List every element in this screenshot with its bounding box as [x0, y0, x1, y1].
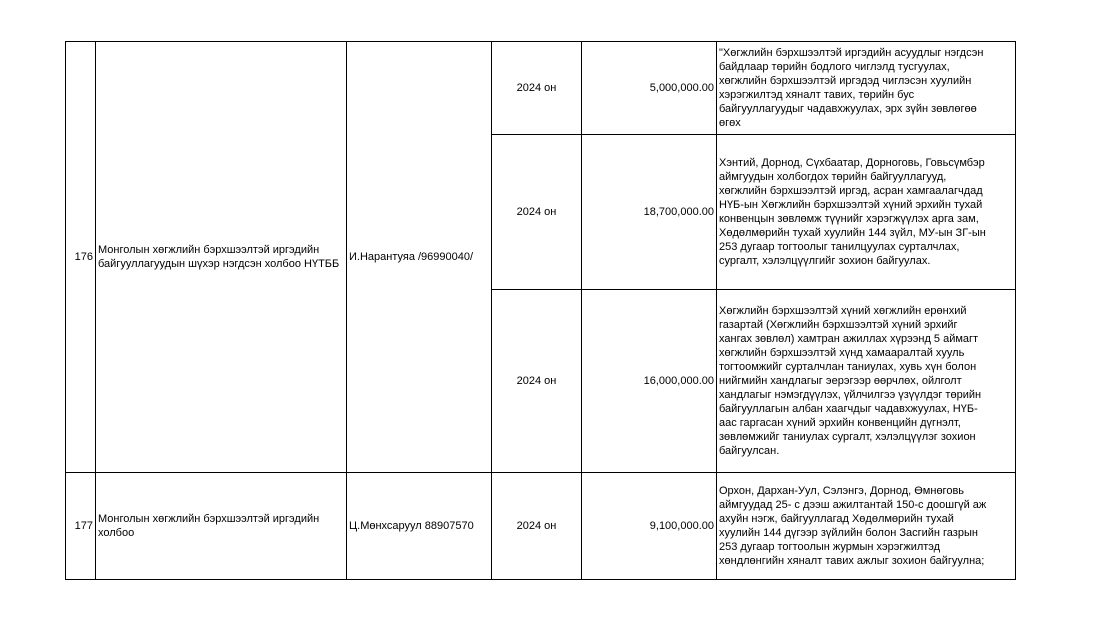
year-cell: 2024 он — [492, 290, 582, 473]
organization-cell: Монголын хөгжлийн бэрхшээлтэй иргэдийн байгууллагуудын шүхэр нэгдсэн холбоо НҮТББ — [96, 42, 347, 473]
description-cell: Орхон, Дархан-Уул, Сэлэнгэ, Дорнод, Өмнөговь аймгуудад 25- с дээш ажилтантай 150-с доошгүй аж ахуйн нэгж, байгууллагад Хөдөлмөрийн тухай хуулийн 144 дүгээр зүйлийн болон Засгийн газрын 253 дугаар тогтоолын журмын хэрэгжилтэд хөндлөнгийн хяналт тавих ажлыг зохион байгуулна; — [717, 473, 1016, 580]
contact-cell: Ц.Мөнхсаруул 88907570 — [347, 473, 492, 580]
amount-cell: 5,000,000.00 — [582, 42, 717, 135]
description-cell: Хэнтий, Дорнод, Сүхбаатар, Дорноговь, Говьсүмбэр аймгуудын холбогдох төрийн байгууллагууд, хөгжлийн бэрхшээлтэй иргэд, асран хамгаалагчдад НҮБ-ын Хөгжлийн бэрхшээлтэй хүний эрхийн тухай конвенцын зөвлөмж түүнийг хэрэгжүүлэх арга зам, Хөдөлмөрийн тухай хуулийн 144 зүйл, МУ-ын ЗГ-ын 253 дугаар тогтоолыг танилцуулах сурталчлах, сургалт, хэлэлцүүлгийг зохион байгуулах. — [717, 135, 1016, 290]
amount-cell: 16,000,000.00 — [582, 290, 717, 473]
row-number-cell: 176 — [66, 42, 96, 473]
amount-cell: 18,700,000.00 — [582, 135, 717, 290]
amount-cell: 9,100,000.00 — [582, 473, 717, 580]
funding-table — [65, 41, 1016, 580]
organization-cell: Монголын хөгжлийн бэрхшээлтэй иргэдийн холбоо — [96, 473, 347, 580]
description-cell: Хөгжлийн бэрхшээлтэй хүний хөгжлийн ерөнхий газартай (Хөгжлийн бэрхшээлтэй хүний эрхийг хангах зөвлөл) хамтран ажиллах хүрээнд 5 аймагт хөгжлийн бэрхшээлтэй хүнд хамааралтай хууль тогтоомжийг сурталчлан таниулах, хувь хүн болон нийгмийн хандлагыг эерэгээр өөрчлөх, ойлголт хандлагыг нэмэгдүүлэх, үйлчилгээ үзүүлдэг төрийн байгууллагын албан хаагчдыг чадавхжуулах, НҮБ- аас гаргасан хүний эрхийн конвенцийн дүгнэлт, зөвлөмжийг таниулах сургалт, хэлэлцүүлэг зохион байгуулсан. — [717, 290, 1016, 473]
table-row — [66, 42, 1016, 135]
year-cell: 2024 он — [492, 135, 582, 290]
contact-cell: И.Нарантуяа /96990040/ — [347, 42, 492, 473]
year-cell: 2024 он — [492, 42, 582, 135]
row-number-cell: 177 — [66, 473, 96, 580]
table-row — [66, 473, 1016, 580]
year-cell: 2024 он — [492, 473, 582, 580]
description-cell: "Хөгжлийн бэрхшээлтэй иргэдийн асуудлыг нэгдсэн байдлаар төрийн бодлого чиглэлд тусгуулах, хөгжлийн бэрхшээлтэй иргэдэд чиглэсэн хуулийн хэрэгжилтэд хяналт тавих, төрийн бус байгууллагуудыг чадавхжуулах, эрх зүйн зөвлөгөө өгөх — [717, 42, 1016, 135]
